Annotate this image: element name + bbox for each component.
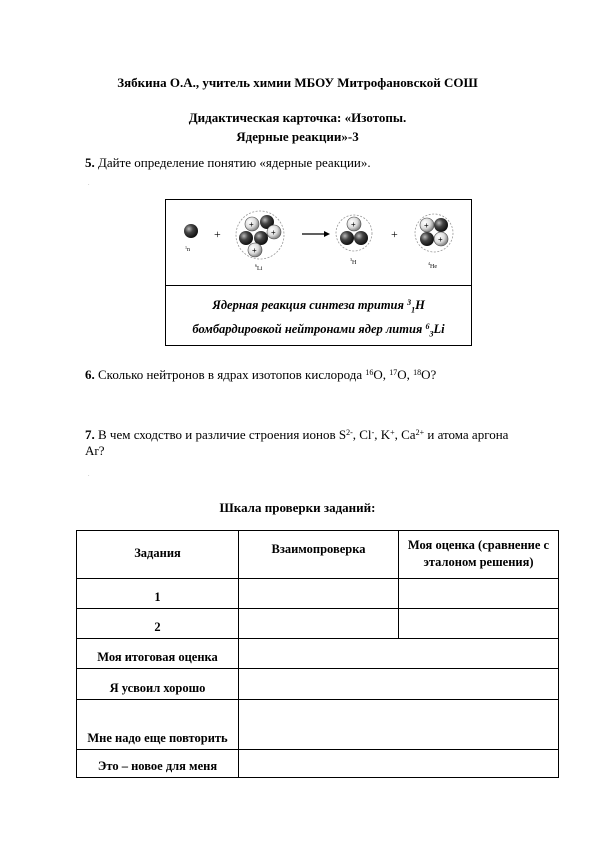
question-7-line-2: Ar?	[85, 443, 105, 458]
final-grade-cell[interactable]	[239, 639, 559, 669]
neutron-label: $^1$n	[185, 245, 190, 253]
svg-text:+: +	[438, 235, 443, 244]
answer-marker-7: .	[88, 472, 90, 478]
figure-divider	[166, 285, 471, 286]
question-6: 6. Сколько нейтронов в ядрах изотопов кислорода $^{16}$O, $^{17}$O, $^{18}$O?	[85, 367, 437, 382]
caption-line-1: Ядерная реакция синтеза трития $^3_1$H	[212, 298, 425, 315]
figure-caption	[166, 296, 471, 343]
svg-text:+: +	[271, 228, 276, 237]
self-assessment-cell-1[interactable]	[399, 579, 559, 609]
self-assessment-cell-2[interactable]	[399, 609, 559, 639]
scale-title: Шкала проверки заданий:	[219, 500, 376, 515]
header-peer-check: Взаимопроверка	[239, 531, 399, 579]
lithium-nucleus	[236, 211, 284, 259]
question-5-number: 5.	[85, 155, 95, 170]
nuclear-reaction-figure	[165, 199, 472, 346]
caption-line-2: бомбардировкой нейтронами ядер лития $^6_3$Li	[192, 321, 445, 338]
tritium-nucleus	[336, 215, 372, 251]
card-title-line-2: Ядерные реакции»-3	[236, 129, 359, 144]
peer-check-cell-1[interactable]	[239, 579, 399, 609]
table-row	[77, 639, 559, 669]
question-7-number: 7.	[85, 427, 95, 442]
task-2: 2	[77, 609, 239, 639]
task-1: 1	[77, 579, 239, 609]
need-repeat-label: Мне надо еще повторить	[77, 700, 239, 750]
final-grade-label: Моя итоговая оценка	[77, 639, 239, 669]
table-row	[77, 609, 559, 639]
header-self-assessment: Моя оценка (сравнение с эталоном решения)	[399, 531, 559, 579]
table-row	[77, 579, 559, 609]
answer-marker-5: .	[88, 181, 90, 187]
card-title-line-1: Дидактическая карточка: «Изотопы.	[188, 110, 407, 125]
question-6-text: Сколько нейтронов в ядрах изотопов кислорода	[94, 367, 366, 382]
table-row	[77, 669, 559, 700]
svg-text:+: +	[252, 246, 257, 255]
plus-sign-1: +	[214, 227, 221, 241]
question-7-text: В чем сходство и различие строения ионов S	[94, 427, 347, 442]
new-for-me-cell[interactable]	[239, 750, 559, 778]
question-5	[85, 155, 371, 171]
header-tasks: Задания	[77, 531, 239, 579]
helium-nucleus	[415, 214, 453, 252]
helium-label: $^4$He	[428, 261, 437, 270]
peer-check-cell-2[interactable]	[239, 609, 399, 639]
neutron-particle	[184, 224, 198, 238]
plus-sign-2: +	[391, 227, 398, 241]
svg-text:+: +	[249, 220, 254, 229]
svg-text:+: +	[351, 220, 356, 229]
learned-well-label: Я усвоил хорошо	[77, 669, 239, 700]
assessment-table	[76, 530, 559, 778]
table-row	[77, 700, 559, 750]
svg-text:+: +	[424, 221, 429, 230]
need-repeat-cell[interactable]	[239, 700, 559, 750]
question-5-text: Дайте определение понятию «ядерные реакции».	[94, 155, 371, 170]
nuclear-reaction-diagram	[166, 200, 471, 284]
author-line: Зябкина О.А., учитель химии МБОУ Митрофановской СОШ	[117, 75, 478, 90]
question-6-number: 6.	[85, 367, 95, 382]
new-for-me-label: Это – новое для меня	[77, 750, 239, 778]
reaction-arrow	[302, 231, 330, 237]
question-7: 7. В чем сходство и различие строения ионов $S^{2-}$, Cl-, K+, $Ca^{2+}$ и атома аргона Ar?	[85, 427, 555, 459]
learned-well-cell[interactable]	[239, 669, 559, 700]
lithium-label: $^6$Li	[255, 263, 263, 272]
tritium-label: $^3$H	[350, 257, 357, 266]
table-row	[77, 750, 559, 778]
table-header-row	[77, 531, 559, 579]
